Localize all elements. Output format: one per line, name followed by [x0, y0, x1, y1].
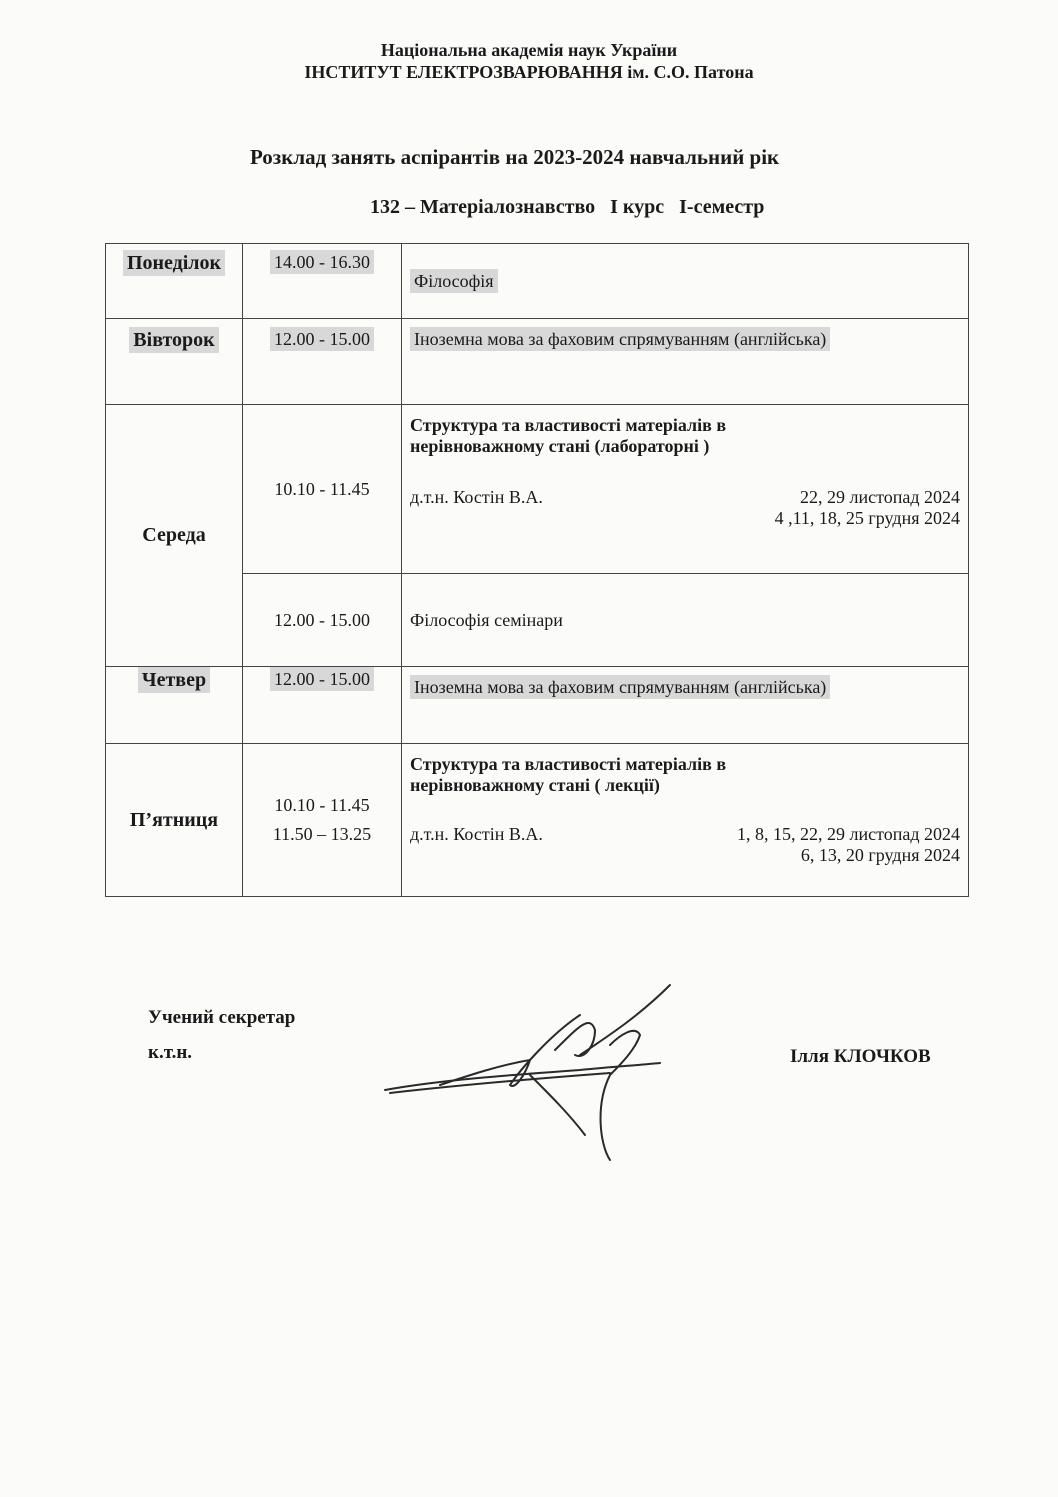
signatory-name: Ілля КЛОЧКОВ: [790, 1046, 931, 1067]
day-label: Вівторок: [129, 327, 218, 353]
subject-label: Іноземна мова за фаховим спрямуванням (англійська): [410, 327, 830, 351]
table-row-wednesday-1: [106, 405, 969, 574]
subject-line2: нерівноважному стані ( лекції): [410, 775, 660, 795]
day-cell: [106, 244, 243, 319]
organization-line1: Національна академія наук України: [380, 40, 678, 60]
day-label: Четвер: [138, 667, 210, 693]
subject-label: Іноземна мова за фаховим спрямуванням (англійська): [410, 675, 830, 699]
schedule-table: [105, 243, 969, 897]
subject-cell: [402, 244, 969, 319]
time-cell: [243, 574, 402, 667]
lecturer: д.т.н. Костін В.А.: [410, 487, 543, 507]
handwritten-signature: [380, 975, 700, 1165]
day-cell: [106, 667, 243, 744]
time-cell: [243, 405, 402, 574]
subject-cell: [402, 319, 969, 405]
time-label: 14.00 - 16.30: [270, 250, 374, 274]
dates-line2: 6, 13, 20 грудня 2024: [800, 845, 960, 865]
day-label: Понеділок: [123, 250, 225, 276]
time-cell: [243, 244, 402, 319]
subject-line1: Структура та властивості матеріалів в: [410, 415, 727, 435]
subject-line1: Структура та властивості матеріалів в: [410, 754, 727, 774]
day-cell: [106, 319, 243, 405]
time-label: 12.00 - 15.00: [274, 609, 370, 630]
time-label-2: 11.50 – 13.25: [272, 824, 372, 844]
time-cell: [243, 667, 402, 744]
time-cell: [243, 319, 402, 405]
subject-label: Філософія семінари: [410, 609, 563, 630]
time-cell: [243, 744, 402, 897]
time-label: 12.00 - 15.00: [270, 327, 374, 351]
subject-line2: нерівноважному стані (лабораторні ): [410, 436, 710, 456]
table-row-tuesday: [106, 319, 969, 405]
document-subtitle: 132 – Матеріалознавство І курс І-семестр: [370, 196, 765, 218]
signatory-role: Учений секретар: [148, 1007, 296, 1028]
signatory-degree: к.т.н.: [148, 1042, 193, 1063]
table-row-monday: [106, 244, 969, 319]
subject-cell: [402, 667, 969, 744]
organization-line2: ІНСТИТУТ ЕЛЕКТРОЗВАРЮВАННЯ ім. С.О. Патона: [304, 62, 754, 82]
dates-line1: 22, 29 листопад 2024: [799, 487, 960, 507]
subject-label: Філософія: [410, 269, 498, 293]
subject-cell: [402, 574, 969, 667]
day-cell: [106, 405, 243, 667]
time-label: 12.00 - 15.00: [270, 667, 374, 691]
document-title: Розклад занять аспірантів на 2023-2024 навчальний рік: [250, 145, 780, 169]
day-label: Середа: [142, 524, 206, 546]
time-label: 10.10 - 11.45: [274, 478, 370, 499]
table-row-friday: [106, 744, 969, 897]
subject-cell: [402, 405, 969, 574]
dates-line2: 4 ,11, 18, 25 грудня 2024: [774, 508, 960, 528]
dates-line1: 1, 8, 15, 22, 29 листопад 2024: [736, 824, 960, 844]
day-cell: [106, 744, 243, 897]
day-label: П’ятниця: [129, 808, 219, 831]
lecturer: д.т.н. Костін В.А.: [410, 824, 543, 844]
table-row-thursday: [106, 667, 969, 744]
subject-cell: [402, 744, 969, 897]
time-label-1: 10.10 - 11.45: [274, 795, 370, 815]
